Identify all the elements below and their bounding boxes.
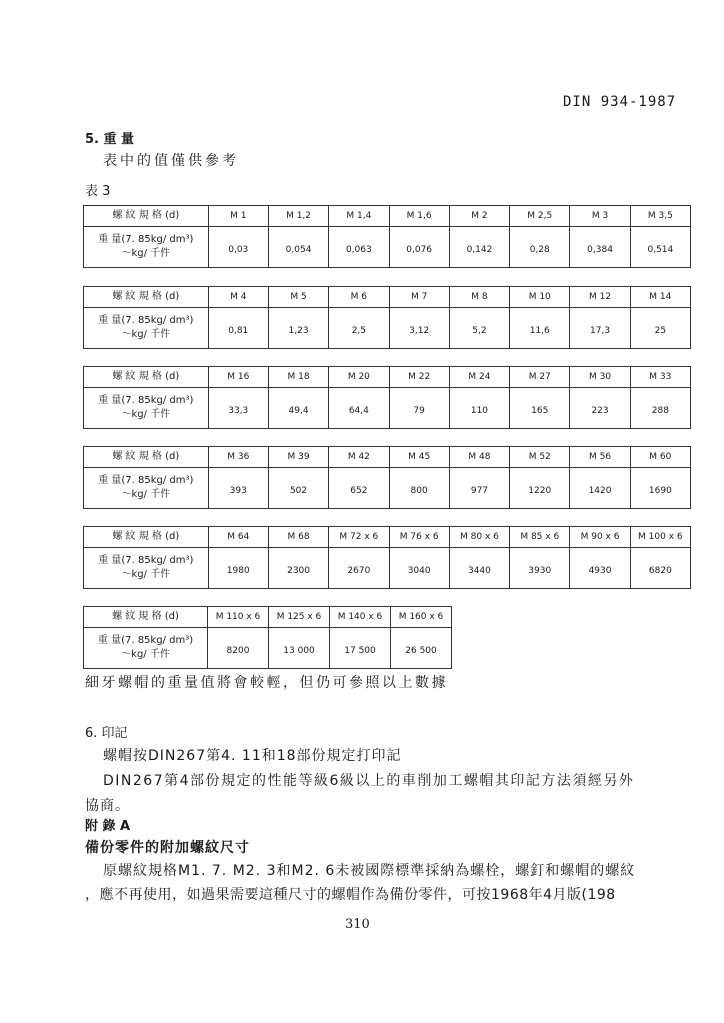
weight-cell: 223 [570, 388, 630, 429]
spec-cell: M 45 [389, 447, 449, 468]
weight-table-3 [83, 366, 691, 429]
weight-table-1 [83, 205, 691, 268]
weight-cell: 3040 [389, 548, 449, 589]
weight-cell: 25 [630, 308, 690, 349]
weight-cell: 1220 [510, 468, 570, 509]
spec-cell: M 1,2 [268, 206, 328, 227]
fine-thread-note: 細牙螺帽的重量值將會較輕，但仍可參照以上數據 [85, 675, 448, 691]
weight-cell: 6820 [630, 548, 690, 589]
spec-cell: M 3,5 [630, 206, 690, 227]
spec-cell: M 18 [268, 367, 328, 388]
spec-cell: M 22 [389, 367, 449, 388]
weight-cell: 393 [208, 468, 268, 509]
spec-cell: M 140 x 6 [330, 607, 391, 628]
spec-row-label: 螺 紋 規 格 (d) [84, 287, 209, 308]
weight-cell: 0,81 [208, 308, 268, 349]
weight-cell: 5,2 [449, 308, 509, 349]
page-number: 310 [345, 917, 370, 932]
spec-cell: M 12 [570, 287, 630, 308]
weight-label-line1: 重 量(7. 85kg/ dm³) [97, 635, 194, 646]
weight-cell: 3440 [449, 548, 509, 589]
weight-cell: 17,3 [570, 308, 630, 349]
weight-cell: 0,03 [208, 227, 268, 268]
weight-table-5 [83, 526, 691, 589]
spec-cell: M 2,5 [510, 206, 570, 227]
spec-row-label: 螺 紋 規 格 (d) [84, 367, 209, 388]
weight-label-line2: ～kg/ 千件 [121, 489, 171, 500]
weight-cell: 800 [389, 468, 449, 509]
weight-cell: 0,142 [449, 227, 509, 268]
spec-cell: M 1,4 [329, 206, 389, 227]
weight-cell: 288 [630, 388, 690, 429]
weight-cell: 8200 [208, 628, 269, 669]
spec-cell: M 160 x 6 [391, 607, 452, 628]
weight-cell: 0,076 [389, 227, 449, 268]
spec-cell: M 7 [389, 287, 449, 308]
weight-label-line1: 重 量(7. 85kg/ dm³) [98, 555, 194, 566]
spec-cell: M 10 [510, 287, 570, 308]
weight-cell: 64,4 [329, 388, 389, 429]
weight-cell: 2670 [329, 548, 389, 589]
weight-cell: 0,063 [329, 227, 389, 268]
weight-cell: 2300 [268, 548, 328, 589]
spec-cell: M 125 x 6 [269, 607, 330, 628]
weight-cell: 165 [510, 388, 570, 429]
spec-cell: M 1,6 [389, 206, 449, 227]
weight-cell: 13 000 [269, 628, 330, 669]
weight-label-line1: 重 量(7. 85kg/ dm³) [98, 475, 194, 486]
spec-cell: M 60 [630, 447, 690, 468]
spec-cell: M 100 x 6 [630, 527, 690, 548]
weight-label-line2: ～kg/ 千件 [121, 649, 170, 660]
section-6-line-3: 協商。 [85, 798, 130, 814]
weight-cell: 0,384 [570, 227, 630, 268]
spec-cell: M 90 x 6 [570, 527, 630, 548]
weight-cell: 79 [389, 388, 449, 429]
weight-cell: 502 [268, 468, 328, 509]
spec-cell: M 4 [208, 287, 268, 308]
weight-cell: 1,23 [268, 308, 328, 349]
weight-row-label [84, 628, 208, 669]
spec-cell: M 33 [630, 367, 690, 388]
weight-label-line1: 重 量(7. 85kg/ dm³) [98, 395, 194, 406]
spec-cell: M 56 [570, 447, 630, 468]
appendix-heading: 附 錄 A [85, 819, 131, 834]
weight-label-line1: 重 量(7. 85kg/ dm³) [98, 315, 194, 326]
spec-cell: M 3 [570, 206, 630, 227]
spec-cell: M 16 [208, 367, 268, 388]
spec-cell: M 36 [208, 447, 268, 468]
spec-cell: M 72 x 6 [329, 527, 389, 548]
appendix-paragraph-line-1: 原螺紋規格M1. 7. M2. 3和M2. 6未被國際標準採納為螺栓，螺釘和螺帽的螺紋 [103, 863, 636, 879]
section-6-heading: 6. 印記 [85, 726, 128, 741]
section-6-line-2: DIN267第4部份規定的性能等級6級以上的車削加工螺帽其印記方法須經另外 [103, 773, 635, 789]
spec-cell: M 110 x 6 [208, 607, 269, 628]
spec-row-label: 螺 紋 規 格 (d) [84, 607, 208, 628]
weight-cell: 0,28 [510, 227, 570, 268]
weight-row-label [84, 308, 209, 349]
document-code: DIN 934-1987 [563, 94, 677, 110]
section-5-heading: 5. 重 量 [85, 132, 135, 147]
spec-cell: M 14 [630, 287, 690, 308]
spec-cell: M 39 [268, 447, 328, 468]
weight-cell: 3930 [510, 548, 570, 589]
section-5-note: 表中的值僅供參考 [103, 153, 239, 169]
weight-cell: 1690 [630, 468, 690, 509]
spec-cell: M 64 [208, 527, 268, 548]
weight-row-label [84, 468, 209, 509]
weight-cell: 26 500 [391, 628, 452, 669]
spec-cell: M 8 [449, 287, 509, 308]
weight-cell: 4930 [570, 548, 630, 589]
weight-cell: 1420 [570, 468, 630, 509]
weight-cell: 33,3 [208, 388, 268, 429]
spec-cell: M 42 [329, 447, 389, 468]
spec-row-label: 螺 紋 規 格 (d) [84, 206, 209, 227]
spec-cell: M 68 [268, 527, 328, 548]
spec-cell: M 20 [329, 367, 389, 388]
section-6-line-1: 螺帽按DIN267第4. 11和18部份規定打印記 [103, 748, 402, 764]
weight-label-line1: 重 量(7. 85kg/ dm³) [98, 234, 194, 245]
spec-row-label: 螺 紋 規 格 (d) [84, 447, 209, 468]
weight-cell: 0,514 [630, 227, 690, 268]
weight-cell: 652 [329, 468, 389, 509]
weight-cell: 1980 [208, 548, 268, 589]
weight-row-label [84, 548, 209, 589]
spec-cell: M 1 [208, 206, 268, 227]
table-label: 表 3 [85, 184, 111, 199]
weight-label-line2: ～kg/ 千件 [121, 248, 171, 259]
appendix-subheading: 備份零件的附加螺紋尺寸 [85, 840, 250, 856]
spec-cell: M 24 [449, 367, 509, 388]
spec-cell: M 27 [510, 367, 570, 388]
weight-cell: 2,5 [329, 308, 389, 349]
weight-table-2 [83, 286, 691, 349]
weight-label-line2: ～kg/ 千件 [121, 569, 171, 580]
weight-cell: 110 [449, 388, 509, 429]
weight-cell: 17 500 [330, 628, 391, 669]
weight-cell: 11,6 [510, 308, 570, 349]
weight-row-label [84, 227, 209, 268]
weight-table-4 [83, 446, 691, 509]
weight-cell: 0,054 [268, 227, 328, 268]
spec-cell: M 76 x 6 [389, 527, 449, 548]
weight-cell: 3,12 [389, 308, 449, 349]
appendix-paragraph-line-2: ，應不再使用，如過果需要這種尺寸的螺帽作為備份零件，可按1968年4月版(198 [85, 887, 616, 903]
weight-row-label [84, 388, 209, 429]
spec-cell: M 85 x 6 [510, 527, 570, 548]
spec-row-label: 螺 紋 規 格 (d) [84, 527, 209, 548]
spec-cell: M 48 [449, 447, 509, 468]
weight-cell: 49,4 [268, 388, 328, 429]
spec-cell: M 80 x 6 [449, 527, 509, 548]
weight-label-line2: ～kg/ 千件 [121, 329, 171, 340]
weight-label-line2: ～kg/ 千件 [121, 409, 171, 420]
spec-cell: M 30 [570, 367, 630, 388]
spec-cell: M 52 [510, 447, 570, 468]
spec-cell: M 6 [329, 287, 389, 308]
weight-table-6 [83, 606, 452, 669]
spec-cell: M 2 [449, 206, 509, 227]
spec-cell: M 5 [268, 287, 328, 308]
weight-cell: 977 [449, 468, 509, 509]
